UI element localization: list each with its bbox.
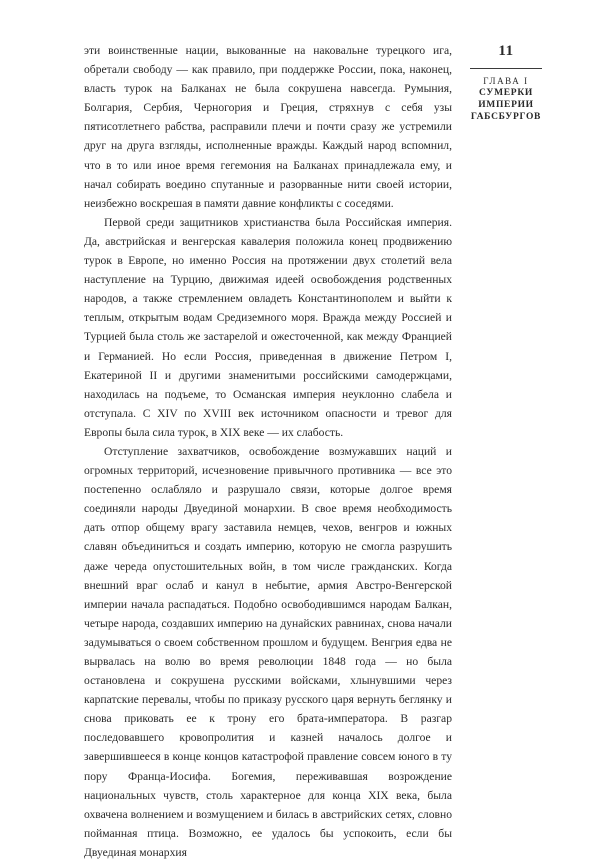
- chapter-title-line: СУМЕРКИ: [479, 88, 533, 98]
- chapter-title-line: ИМПЕРИИ: [478, 100, 534, 110]
- chapter-title: [470, 87, 542, 123]
- running-sidebar: [470, 43, 542, 123]
- chapter-label: ГЛАВА I: [483, 76, 529, 86]
- page-number: 11: [498, 43, 514, 59]
- paragraph-retreat-of-invaders: Отступление захватчиков, освобождение возмужавших наций и огромных территорий, исчезновение привычного противника — все это постепенно ослабляло и разрушало связи, которые долгое время соединяли народы Двуединой монархии. В свое время необходимость дать отпор общему врагу заставила немцев, чехов, венгров и южных славян объединиться и создать империю, которую не смогла разрушить даже череда опустошительных войн, в том числе гражданских. Когда внешний враг ослаб и канул в небытие, армия Австро-Венгерской империи начала распадаться. Подобно освободившимся народам Балкан, четыре народа, создавших империю на дунайских равнинах, снова начали задумываться о своем собственном прошлом и будущем. Венгрия едва не вырвалась на волю во время революции 1848 года — но была остановлена и сокрушена русскими войсками, хлынувшими через карпатские перевалы, чтобы по приказу русского царя вернуть беглянку и снова приковать ее к трону его брата-императора. В разгар последовавшего кровопролития и казней началось долгое и завершившееся в конце концов катастрофой правление совсем юного в ту пору Франца-Иосифа. Богемия, переживавшая возрождение национальных чувств, столь характерное для конца XIX века, была охвачена волнением и возмущением и билась в австрийских сетях, словно пойманная птица. Возможно, ее удалось бы успокоить, если бы Двуединая монархия: [84, 444, 452, 859]
- chapter-title-line: ГАБСБУРГОВ: [470, 112, 542, 122]
- paragraph-continued: эти воинственные нации, выкованные на наковальне турецкого ига, обретали свободу — как правило, при поддержке России, пока, наконец, власть турок на Балканах не была сокрушена навсегда. Румыния, Болгария, Сербия, Черногория и Греция, стряхнув с себя узы пятисотлетнего рабства, расправили плечи и почти сразу же устремили друг на друга взгляды, исполненные вражды. Каждый народ вспомнил, что в то или иное время гегемония на Балканах принадлежала ему, и начал собирать воедино спутанные и разорванные нити своей истории, неизбежно воскрешая в памяти давние конфликты с соседями.: [84, 44, 452, 210]
- divider: [470, 68, 542, 69]
- paragraph-russian-empire: Первой среди защитников христианства была Российская империя. Да, австрийская и венгерская кавалерия положила конец продвижению турок в Европе, но именно Россия на протяжении двух столетий вела наступление на Турцию, движимая идеей освобождения родственных народов, а также стремлением овладеть Константинополем и выйти к теплым, открытым водам Средиземного моря. Вражда между Россией и Турцией была столь же застарелой и ожесточенной, как между Францией и Германией. Но если Россия, приведенная в движение Петром I, Екатериной II и другими знаменитыми российскими самодержцами, находилась на подъеме, то Османская империя неуклонно слабела и отступала. С XIV по XVIII век источником опасности и тревог для Европы была сила турок, в XIX веке — их слабость.: [84, 215, 452, 439]
- body-text: [84, 41, 452, 862]
